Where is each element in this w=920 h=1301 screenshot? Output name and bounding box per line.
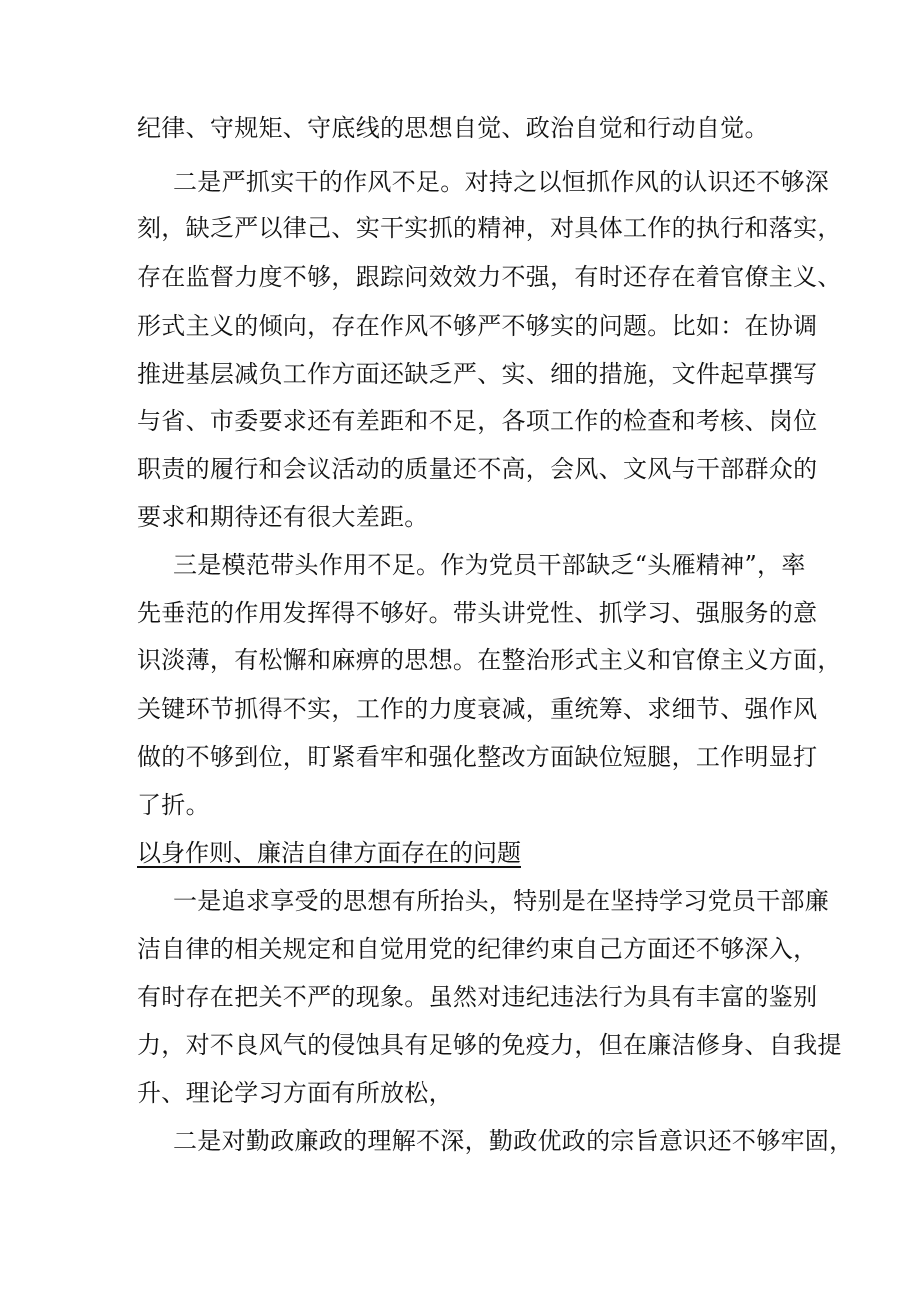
text-line: 职责的履行和会议活动的质量还不高，会风、文风与干部群众的 bbox=[137, 455, 818, 483]
text-line: 了折。 bbox=[137, 791, 210, 819]
text-line: 识淡薄，有松懈和麻痹的思想。在整治形式主义和官僚主义方面， bbox=[137, 646, 842, 674]
paragraph-start-line: 二是对勤政廉政的理解不深，勤政优政的宗旨意识还不够牢固， bbox=[173, 1127, 854, 1155]
paragraph-start-line: 一是追求享受的思想有所抬头，特别是在坚持学习党员干部廉 bbox=[173, 887, 830, 915]
text-line: 先垂范的作用发挥得不够好。带头讲党性、抓学习、强服务的意 bbox=[137, 599, 818, 627]
text-line: 做的不够到位，盯紧看牢和强化整改方面缺位短腿，工作明显打 bbox=[137, 743, 818, 771]
paragraph-start-line: 二是严抓实干的作风不足。对持之以恒抓作风的认识还不够深 bbox=[173, 168, 830, 196]
text-line: 关键环节抓得不实，工作的力度衰减，重统筹、求细节、强作风 bbox=[137, 695, 818, 723]
text-line: 升、理论学习方面有所放松， bbox=[137, 1079, 453, 1107]
text-line: 力，对不良风气的侵蚀具有足够的免疫力，但在廉洁修身、自我提 bbox=[137, 1031, 842, 1059]
text-line: 推进基层减负工作方面还缺乏严、实、细的措施，文件起草撰写 bbox=[137, 360, 818, 388]
section-heading: 以身作则、廉洁自律方面存在的问题 bbox=[137, 839, 521, 867]
paragraph-start-line: 三是模范带头作用不足。作为党员干部缺乏“头雁精神”，率 bbox=[173, 551, 806, 579]
text-line: 与省、市委要求还有差距和不足，各项工作的检查和考核、岗位 bbox=[137, 407, 818, 435]
text-line: 有时存在把关不严的现象。虽然对违纪违法行为具有丰富的鉴别 bbox=[137, 983, 818, 1011]
text-line: 形式主义的倾向，存在作风不够严不够实的问题。比如：在协调 bbox=[137, 312, 818, 340]
text-line: 洁自律的相关规定和自觉用党的纪律约束自己方面还不够深入， bbox=[137, 935, 818, 963]
text-line: 刻，缺乏严以律己、实干实抓的精神，对具体工作的执行和落实， bbox=[137, 214, 842, 242]
text-line: 存在监督力度不够，跟踪问效效力不强，有时还存在着官僚主义、 bbox=[137, 263, 842, 291]
text-line: 要求和期待还有很大差距。 bbox=[137, 503, 429, 531]
text-line: 纪律、守规矩、守底线的思想自觉、政治自觉和行动自觉。 bbox=[137, 114, 769, 142]
